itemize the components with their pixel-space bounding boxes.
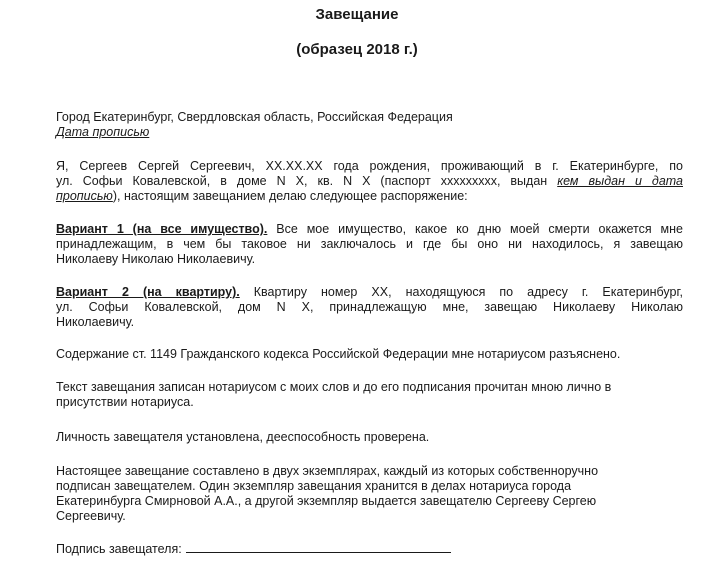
intro-line-2-text: ул. Софьи Ковалевской, в доме N Х, кв. N Х (паспорт ххххххххх, выдан [56, 174, 558, 188]
signature-line [186, 541, 451, 553]
variant1-line-3: Николаеву Николаю Николаевичу. [56, 252, 256, 266]
signature-row [56, 541, 451, 557]
document-subtitle: (образец 2018 г.) [296, 41, 418, 58]
date-hint: Дата прописью [56, 125, 150, 139]
variant1-line-2: принадлежащим, в чем бы таковое ни заключалось и где бы оно ни находилось, я завещаю [56, 237, 683, 251]
intro-line-3-text: ), настоящим завещанием делаю следующее распоряжение: [112, 189, 468, 203]
copies-line-3: Екатеринбурга Смирновой А.А., а другой экземпляр выдается завещателю Сергееву Сергею [56, 494, 597, 508]
document-title: Завещание [315, 6, 399, 23]
issuer-hint-cont: прописью [56, 189, 113, 203]
notary-text-line-2: присутствии нотариуса. [56, 395, 194, 409]
city-line: Город Екатеринбург, Свердловская область, Российская Федерация [56, 110, 453, 124]
notary-text-line-1: Текст завещания записан нотариусом с моих слов и до его подписания прочитан мною лично в [56, 380, 612, 394]
copies-line-4: Сергеевичу. [56, 509, 126, 523]
copies-line-1: Настоящее завещание составлено в двух экземплярах, каждый из которых собственноручно [56, 464, 599, 478]
issuer-hint: кем выдан и дата [557, 174, 683, 188]
variant2-line-1 [56, 285, 683, 300]
intro-line-2 [56, 174, 683, 189]
variant1-label: Вариант 1 (на все имущество). [56, 222, 268, 236]
intro-line-3 [56, 189, 468, 204]
variant1-line-1-text: Все мое имущество, какое ко дню моей смерти окажется мне [267, 222, 684, 236]
variant2-label: Вариант 2 (на квартиру). [56, 285, 240, 299]
variant1-line-1 [56, 222, 683, 237]
intro-line-1: Я, Сергеев Сергей Сергеевич, ХХ.ХХ.ХХ года рождения, проживающий в г. Екатеринбурге, по [56, 159, 683, 173]
variant2-line-2: ул. Софьи Ковалевской, дом N Х, принадлежащую мне, завещаю Николаеву Николаю [56, 300, 683, 314]
copies-line-2: подписан завещателем. Один экземпляр завещания хранится в делах нотариуса города [56, 479, 572, 493]
article-note: Содержание ст. 1149 Гражданского кодекса Российской Федерации мне нотариусом разъяснено. [56, 347, 621, 361]
variant2-line-1-text: Квартиру номер ХХ, находящуюся по адресу г. Екатеринбург, [239, 285, 683, 299]
signature-label: Подпись завещателя: [56, 542, 182, 556]
variant2-line-3: Николаевичу. [56, 315, 135, 329]
identity-line: Личность завещателя установлена, дееспособность проверена. [56, 430, 430, 444]
